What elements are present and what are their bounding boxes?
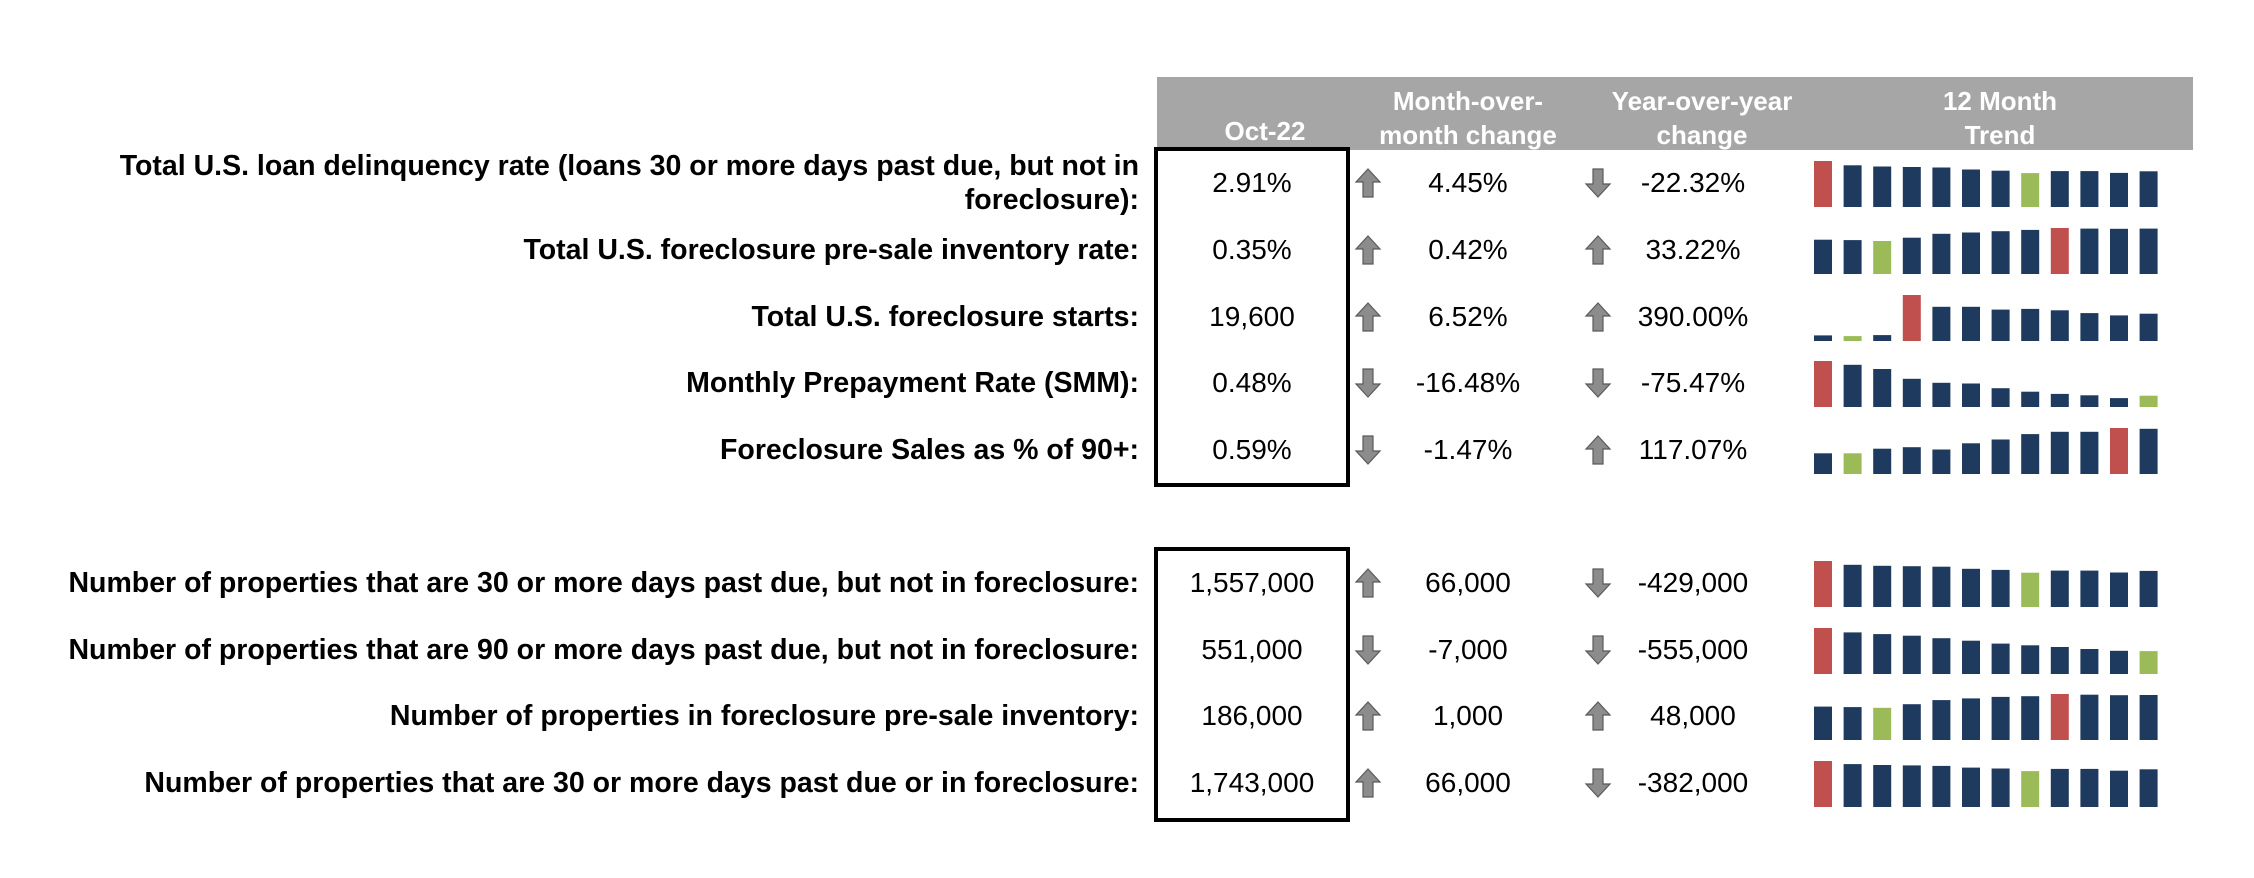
mom-up-arrow-icon (1353, 166, 1383, 200)
current-value: 19,600 (1209, 301, 1295, 332)
trend-bar (1962, 641, 1980, 674)
trend-bar (1962, 443, 1980, 474)
row-label (720, 433, 1139, 467)
mom-up-arrow-icon (1353, 766, 1383, 800)
trend-bar (1992, 440, 2010, 475)
trend-bar (1903, 704, 1921, 740)
current-value: 2.91% (1212, 167, 1292, 198)
trend-bar (1932, 450, 1950, 475)
trend-bar (2080, 171, 2098, 207)
mom-down-arrow-icon (1353, 633, 1383, 667)
trend-bar (1932, 638, 1950, 674)
trend-bar (1903, 566, 1921, 607)
header-mom-line2: month change (1379, 120, 1557, 150)
yoy-up-arrow-icon (1583, 433, 1613, 467)
current-value: 0.59% (1212, 434, 1292, 465)
trend-bar (2110, 771, 2128, 807)
mom-down-arrow-icon (1353, 366, 1383, 400)
trend-bar (1873, 566, 1891, 607)
header-mom-change (1338, 84, 1598, 152)
trend-bar (1814, 240, 1832, 274)
trend-sparkline (1814, 760, 2178, 808)
mom-change-value: -7,000 (1428, 634, 1508, 665)
trend-bar (1873, 241, 1891, 274)
row-label (120, 149, 1139, 217)
trend-bar (2140, 314, 2158, 341)
trend-bar (2140, 695, 2158, 740)
trend-sparkline (1814, 693, 2178, 741)
yoy-change-value: 390.00% (1637, 301, 1749, 332)
trend-bar (2110, 229, 2128, 274)
trend-bar (2110, 173, 2128, 207)
trend-bar (1932, 168, 1950, 208)
yoy-change-value: 48,000 (1650, 700, 1736, 731)
trend-bar (1814, 707, 1832, 740)
row-label (144, 766, 1139, 800)
trend-bar (2051, 228, 2069, 274)
current-value: 1,557,000 (1189, 567, 1315, 598)
trend-bar (2080, 649, 2098, 674)
trend-bar (1992, 769, 2010, 808)
yoy-change-value: -382,000 (1637, 767, 1749, 798)
trend-bar (1844, 336, 1862, 341)
trend-bar (1814, 628, 1832, 674)
trend-bar (2140, 171, 2158, 207)
trend-bar (1814, 453, 1832, 474)
trend-bar (1932, 307, 1950, 341)
trend-bar (1992, 171, 2010, 207)
trend-bar (2021, 645, 2039, 674)
trend-bar (2021, 771, 2039, 807)
row-label-line: Number of properties that are 90 or more days past due, but not in foreclosure: (68, 634, 1139, 666)
trend-bar (1844, 365, 1862, 407)
trend-bar (1873, 369, 1891, 407)
trend-bar (1962, 307, 1980, 341)
yoy-up-arrow-icon (1583, 699, 1613, 733)
trend-bar (2110, 695, 2128, 740)
current-value: 0.48% (1212, 367, 1292, 398)
yoy-down-arrow-icon (1583, 566, 1613, 600)
trend-bar (2110, 651, 2128, 674)
trend-bar (1962, 384, 1980, 408)
trend-bar (2051, 310, 2069, 341)
trend-bar (1903, 636, 1921, 674)
row-label (686, 366, 1139, 400)
yoy-down-arrow-icon (1583, 766, 1613, 800)
trend-bar (1873, 167, 1891, 208)
current-value: 1,743,000 (1189, 767, 1315, 798)
trend-bar (2051, 571, 2069, 607)
header-12-month-trend (1810, 84, 2190, 152)
trend-bar (1903, 295, 1921, 341)
row-label (390, 699, 1139, 733)
trend-bar (2140, 651, 2158, 674)
row-label-line: Total U.S. foreclosure starts: (751, 301, 1139, 333)
row-label-line: Number of properties that are 30 or more days past due or in foreclosure: (144, 767, 1139, 799)
trend-bar (1844, 565, 1862, 607)
trend-bar (1962, 768, 1980, 807)
trend-bar (2021, 696, 2039, 740)
trend-bar (2080, 769, 2098, 807)
trend-bar (1962, 233, 1980, 275)
yoy-up-arrow-icon (1583, 300, 1613, 334)
trend-bar (1903, 447, 1921, 474)
mom-up-arrow-icon (1353, 233, 1383, 267)
trend-sparkline (1814, 160, 2178, 208)
trend-bar (1932, 700, 1950, 740)
trend-bar (2140, 396, 2158, 407)
trend-sparkline (1814, 360, 2178, 408)
header-trend-line2: Trend (1964, 120, 2036, 150)
trend-bar (2110, 315, 2128, 341)
trend-bar (2110, 428, 2128, 474)
mom-change-value: -16.48% (1415, 367, 1521, 398)
trend-bar (2080, 695, 2098, 740)
trend-bar (1962, 569, 1980, 607)
trend-bar (2021, 573, 2039, 607)
trend-bar (1844, 453, 1862, 474)
yoy-down-arrow-icon (1583, 166, 1613, 200)
row-label-line: Foreclosure Sales as % of 90+: (720, 434, 1139, 466)
mom-up-arrow-icon (1353, 699, 1383, 733)
trend-bar (2021, 230, 2039, 274)
trend-sparkline (1814, 427, 2178, 475)
yoy-change-value: -555,000 (1637, 634, 1749, 665)
header-yoy-change (1572, 84, 1832, 152)
trend-bar (1873, 765, 1891, 807)
trend-bar (1992, 388, 2010, 407)
trend-sparkline (1814, 560, 2178, 608)
mom-change-value: 66,000 (1425, 767, 1511, 798)
trend-bar (1992, 570, 2010, 607)
trend-bar (1814, 361, 1832, 407)
trend-bar (1844, 707, 1862, 740)
trend-bar (1962, 698, 1980, 740)
trend-bar (1992, 644, 2010, 674)
trend-bar (1903, 167, 1921, 207)
row-label-line: Total U.S. loan delinquency rate (loans 30 or more days past due, but not in (119, 150, 1139, 182)
row-label-line: Total U.S. foreclosure pre-sale inventory rate: (523, 234, 1139, 266)
trend-bar (2140, 769, 2158, 807)
trend-bar (2080, 395, 2098, 407)
trend-bar (1873, 335, 1891, 341)
header-trend-line1: 12 Month (1942, 86, 2058, 116)
trend-bar (1903, 379, 1921, 407)
trend-bar (2080, 432, 2098, 474)
trend-bar (2051, 171, 2069, 207)
trend-bar (2110, 573, 2128, 608)
mom-change-value: 0.42% (1428, 234, 1508, 265)
trend-bar (2110, 398, 2128, 407)
trend-bar (1932, 234, 1950, 274)
trend-bar (2051, 432, 2069, 474)
trend-sparkline (1814, 227, 2178, 275)
trend-bar (2140, 571, 2158, 607)
trend-sparkline (1814, 627, 2178, 675)
trend-bar (2021, 392, 2039, 407)
current-value: 0.35% (1212, 234, 1292, 265)
trend-bar (1873, 634, 1891, 674)
trend-bar (1992, 231, 2010, 274)
trend-bar (1873, 708, 1891, 740)
trend-bar (1962, 170, 1980, 208)
mom-change-value: 66,000 (1425, 567, 1511, 598)
yoy-change-value: -75.47% (1640, 367, 1746, 398)
yoy-down-arrow-icon (1583, 633, 1613, 667)
trend-bar (1992, 697, 2010, 740)
trend-bar (2080, 313, 2098, 341)
trend-bar (1814, 161, 1832, 207)
yoy-change-value: 33.22% (1645, 234, 1741, 265)
trend-bar (1844, 240, 1862, 274)
trend-bar (2021, 434, 2039, 474)
row-label-line: foreclosure): (964, 184, 1139, 216)
trend-bar (2080, 571, 2098, 607)
trend-bar (2021, 173, 2039, 207)
trend-bar (1844, 165, 1862, 207)
current-value: 551,000 (1201, 634, 1303, 665)
header-mom-line1: Month-over- (1392, 86, 1544, 116)
header-yoy-line1: Year-over-year (1611, 86, 1793, 116)
row-label-line: Number of properties that are 30 or more days past due, but not in foreclosure: (68, 567, 1139, 599)
yoy-change-value: -22.32% (1640, 167, 1746, 198)
yoy-down-arrow-icon (1583, 366, 1613, 400)
mom-change-value: -1.47% (1423, 434, 1513, 465)
trend-bar (1932, 766, 1950, 807)
trend-bar (2080, 229, 2098, 274)
trend-bar (1932, 567, 1950, 607)
row-label-line: Monthly Prepayment Rate (SMM): (686, 367, 1139, 399)
header-period: Oct-22 (1224, 116, 1306, 146)
trend-bar (1814, 761, 1832, 807)
current-value: 186,000 (1201, 700, 1303, 731)
trend-bar (2051, 394, 2069, 407)
trend-bar (1844, 764, 1862, 807)
mom-change-value: 6.52% (1428, 301, 1508, 332)
trend-bar (2140, 229, 2158, 274)
trend-sparkline (1814, 294, 2178, 342)
row-label (68, 566, 1139, 600)
trend-bar (2021, 309, 2039, 341)
trend-bar (1903, 238, 1921, 274)
yoy-change-value: 117.07% (1638, 434, 1748, 465)
mom-change-value: 1,000 (1432, 700, 1504, 731)
row-label (523, 233, 1139, 267)
trend-bar (2051, 647, 2069, 674)
trend-bar (1844, 632, 1862, 674)
trend-bar (2140, 429, 2158, 474)
row-label (752, 300, 1139, 334)
trend-bar (2051, 769, 2069, 807)
trend-bar (2051, 694, 2069, 740)
row-label (68, 633, 1139, 667)
row-label-line: Number of properties in foreclosure pre-sale inventory: (389, 700, 1139, 732)
mom-up-arrow-icon (1353, 300, 1383, 334)
trend-bar (1873, 449, 1891, 474)
mom-change-value: 4.45% (1428, 167, 1508, 198)
trend-bar (1814, 335, 1832, 341)
mom-down-arrow-icon (1353, 433, 1383, 467)
trend-bar (1932, 383, 1950, 407)
trend-bar (1903, 765, 1921, 807)
trend-bar (1814, 561, 1832, 607)
mom-up-arrow-icon (1353, 566, 1383, 600)
header-yoy-line2: change (1656, 120, 1748, 150)
yoy-change-value: -429,000 (1637, 567, 1749, 598)
trend-bar (1992, 310, 2010, 341)
yoy-up-arrow-icon (1583, 233, 1613, 267)
